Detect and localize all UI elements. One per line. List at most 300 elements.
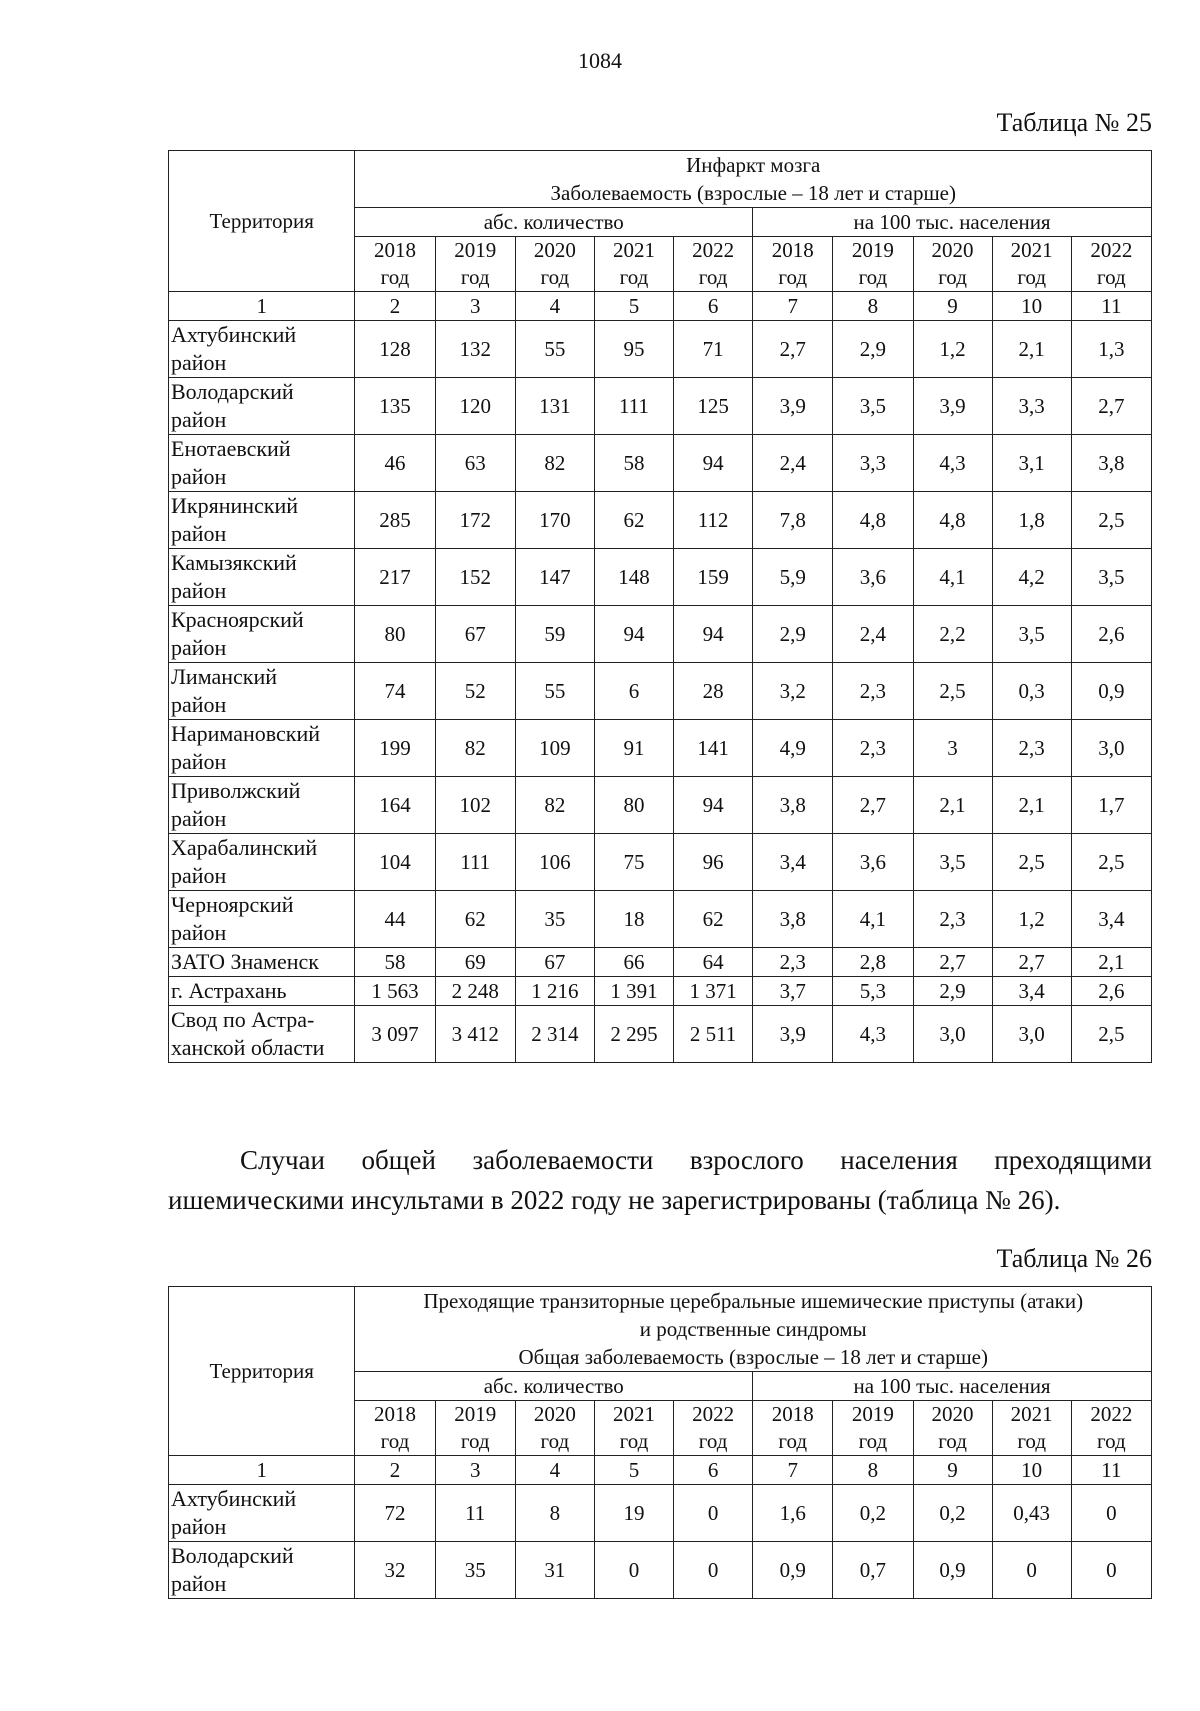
year-header <box>833 1401 913 1456</box>
year-value: 2022 <box>1090 1402 1133 1426</box>
year-value: 2021 <box>1010 1402 1053 1426</box>
value-cell: 104 <box>355 834 435 891</box>
group-header-rate: на 100 тыс. населения <box>753 1372 1152 1401</box>
value-cell: 2,3 <box>753 948 833 977</box>
value-cell: 2,2 <box>913 606 992 663</box>
territory-name-line: ЗАТО Знаменск <box>171 949 319 974</box>
territory-cell <box>169 777 355 834</box>
year-value: 2022 <box>692 1402 735 1426</box>
value-cell: 19 <box>594 1485 673 1542</box>
territory-cell <box>169 891 355 948</box>
table-row <box>169 663 1152 720</box>
value-cell: 0 <box>992 1542 1071 1599</box>
value-cell: 3,9 <box>753 378 833 435</box>
value-cell: 2 511 <box>674 1006 753 1063</box>
value-cell: 3,7 <box>753 977 833 1006</box>
value-cell: 2,3 <box>913 891 992 948</box>
value-cell: 75 <box>594 834 673 891</box>
value-cell: 4,1 <box>913 549 992 606</box>
column-number: 1 <box>169 292 355 321</box>
value-cell: 172 <box>435 492 515 549</box>
value-cell: 2,8 <box>833 948 913 977</box>
main-header-line: Преходящие транзиторные церебральные ишемические приступы (атаки) <box>423 1289 1084 1313</box>
territory-name-line: район <box>171 920 227 945</box>
year-suffix: год <box>1097 1429 1126 1453</box>
column-number: 5 <box>594 292 673 321</box>
territory-cell <box>169 663 355 720</box>
value-cell: 0,9 <box>913 1542 992 1599</box>
year-value: 2021 <box>612 1402 655 1426</box>
value-cell: 4,9 <box>753 720 833 777</box>
value-cell: 0,9 <box>753 1542 833 1599</box>
year-suffix: год <box>938 265 967 289</box>
column-number: 3 <box>435 1456 515 1485</box>
table-row <box>169 720 1152 777</box>
value-cell: 2,1 <box>913 777 992 834</box>
column-number: 7 <box>753 292 833 321</box>
territory-name-line: Черноярский <box>171 892 294 917</box>
value-cell: 1 391 <box>594 977 673 1006</box>
value-cell: 3,0 <box>992 1006 1071 1063</box>
value-cell: 131 <box>515 378 594 435</box>
value-cell: 35 <box>435 1542 515 1599</box>
year-header <box>594 1401 673 1456</box>
value-cell: 2,6 <box>1071 606 1151 663</box>
column-number: 10 <box>992 292 1071 321</box>
value-cell: 5,3 <box>833 977 913 1006</box>
territory-name-line: район <box>171 635 227 660</box>
territory-cell <box>169 948 355 977</box>
value-cell: 55 <box>515 663 594 720</box>
table-row <box>169 435 1152 492</box>
value-cell: 0,3 <box>992 663 1071 720</box>
value-cell: 2,5 <box>992 834 1071 891</box>
column-number: 11 <box>1071 1456 1151 1485</box>
group-header-abs: абс. количество <box>355 1372 753 1401</box>
value-cell: 3,4 <box>1071 891 1151 948</box>
year-header <box>1071 1401 1151 1456</box>
value-cell: 2,1 <box>1071 948 1151 977</box>
column-number: 11 <box>1071 292 1151 321</box>
table-row <box>169 891 1152 948</box>
value-cell: 1,8 <box>992 492 1071 549</box>
year-header <box>753 1401 833 1456</box>
year-header <box>913 1401 992 1456</box>
territory-name-line: район <box>171 806 227 831</box>
value-cell: 3 412 <box>435 1006 515 1063</box>
value-cell: 4,1 <box>833 891 913 948</box>
year-header <box>355 237 435 292</box>
main-header-line: Общая заболеваемость (взрослые – 18 лет и старше) <box>518 1345 988 1369</box>
table-row <box>169 321 1152 378</box>
value-cell: 3,5 <box>992 606 1071 663</box>
main-header-line: Заболеваемость (взрослые – 18 лет и старше) <box>550 181 956 205</box>
value-cell: 94 <box>594 606 673 663</box>
territory-name-line: район <box>171 407 227 432</box>
value-cell: 72 <box>355 1485 435 1542</box>
year-header <box>515 1401 594 1456</box>
value-cell: 62 <box>435 891 515 948</box>
value-cell: 109 <box>515 720 594 777</box>
table-caption: Таблица № 26 <box>996 1244 1152 1273</box>
value-cell: 1 371 <box>674 977 753 1006</box>
value-cell: 35 <box>515 891 594 948</box>
value-cell: 6 <box>594 663 673 720</box>
group-header-abs: абс. количество <box>355 208 753 237</box>
value-cell: 3,4 <box>992 977 1071 1006</box>
year-header <box>435 1401 515 1456</box>
value-cell: 141 <box>674 720 753 777</box>
value-cell: 66 <box>594 948 673 977</box>
value-cell: 0,9 <box>1071 663 1151 720</box>
year-suffix: год <box>698 265 728 289</box>
column-number: 2 <box>355 1456 435 1485</box>
year-header <box>992 237 1071 292</box>
column-number: 9 <box>913 292 992 321</box>
value-cell: 55 <box>515 321 594 378</box>
value-cell: 3,6 <box>833 549 913 606</box>
year-suffix: год <box>778 265 808 289</box>
value-cell: 164 <box>355 777 435 834</box>
year-value: 2018 <box>374 1402 417 1426</box>
territory-cell <box>169 1485 355 1542</box>
value-cell: 0 <box>1071 1542 1151 1599</box>
value-cell: 170 <box>515 492 594 549</box>
value-cell: 2,5 <box>913 663 992 720</box>
value-cell: 112 <box>674 492 753 549</box>
year-value: 2019 <box>851 1402 894 1426</box>
territory-cell <box>169 435 355 492</box>
value-cell: 2,4 <box>833 606 913 663</box>
page-number: 1084 <box>578 48 622 73</box>
territory-cell <box>169 378 355 435</box>
value-cell: 2,1 <box>992 321 1071 378</box>
value-cell: 1,7 <box>1071 777 1151 834</box>
territory-name-line: Володарский <box>171 1543 294 1568</box>
value-cell: 18 <box>594 891 673 948</box>
value-cell: 3,0 <box>913 1006 992 1063</box>
column-number: 2 <box>355 292 435 321</box>
value-cell: 94 <box>674 435 753 492</box>
data-table <box>168 150 1152 1063</box>
value-cell: 74 <box>355 663 435 720</box>
year-header <box>1071 237 1151 292</box>
value-cell: 3,3 <box>992 378 1071 435</box>
value-cell: 31 <box>515 1542 594 1599</box>
column-number: 4 <box>515 292 594 321</box>
value-cell: 148 <box>594 549 673 606</box>
value-cell: 2,3 <box>992 720 1071 777</box>
year-value: 2021 <box>1010 238 1053 262</box>
year-suffix: год <box>619 265 649 289</box>
table-row <box>169 948 1152 977</box>
territory-name-line: район <box>171 1514 227 1539</box>
territory-name-line: Ахтубинский <box>171 1486 297 1511</box>
territory-cell <box>169 720 355 777</box>
value-cell: 2,7 <box>1071 378 1151 435</box>
value-cell: 2,5 <box>1071 1006 1151 1063</box>
year-value: 2019 <box>454 238 497 262</box>
year-value: 2019 <box>851 238 894 262</box>
year-value: 2018 <box>374 238 417 262</box>
year-suffix: год <box>1017 265 1046 289</box>
value-cell: 0 <box>594 1542 673 1599</box>
table-row <box>169 834 1152 891</box>
value-cell: 63 <box>435 435 515 492</box>
table-row <box>169 492 1152 549</box>
value-cell: 2,3 <box>833 720 913 777</box>
value-cell: 0 <box>674 1542 753 1599</box>
territory-cell <box>169 977 355 1006</box>
value-cell: 1 216 <box>515 977 594 1006</box>
value-cell: 62 <box>594 492 673 549</box>
body-paragraph: Случаи общей заболеваемости взрослого населения преходящими ишемическими инсультами в 2022 году не зарегистрированы (таблица № 26). <box>168 1145 1152 1215</box>
value-cell: 0,2 <box>833 1485 913 1542</box>
territory-name-line: район <box>171 521 227 546</box>
year-suffix: год <box>858 265 888 289</box>
year-suffix: год <box>540 1429 570 1453</box>
column-number: 1 <box>169 1456 355 1485</box>
territory-name-line: район <box>171 692 227 717</box>
year-header <box>674 1401 753 1456</box>
value-cell: 4,8 <box>913 492 992 549</box>
territory-name-line: район <box>171 1571 227 1596</box>
year-suffix: год <box>380 1429 410 1453</box>
column-number: 6 <box>674 292 753 321</box>
data-table <box>168 1286 1152 1599</box>
territory-name-line: Камызякский <box>171 550 297 575</box>
value-cell: 52 <box>435 663 515 720</box>
year-suffix: год <box>540 265 570 289</box>
territory-name-line: Наримановский <box>171 721 320 746</box>
territory-cell <box>169 549 355 606</box>
value-cell: 125 <box>674 378 753 435</box>
value-cell: 152 <box>435 549 515 606</box>
territory-cell <box>169 1542 355 1599</box>
value-cell: 2,9 <box>753 606 833 663</box>
value-cell: 80 <box>594 777 673 834</box>
year-suffix: год <box>619 1429 649 1453</box>
value-cell: 106 <box>515 834 594 891</box>
territory-name-line: Володарский <box>171 379 294 404</box>
table-caption: Таблица № 25 <box>996 108 1152 137</box>
value-cell: 3,9 <box>753 1006 833 1063</box>
value-cell: 2,6 <box>1071 977 1151 1006</box>
year-header <box>515 237 594 292</box>
table-row <box>169 1006 1152 1063</box>
value-cell: 71 <box>674 321 753 378</box>
value-cell: 2,3 <box>833 663 913 720</box>
territory-name-line: район <box>171 578 227 603</box>
value-cell: 3,8 <box>753 891 833 948</box>
value-cell: 2,7 <box>992 948 1071 977</box>
year-value: 2019 <box>454 1402 497 1426</box>
year-value: 2020 <box>931 238 974 262</box>
territory-cell <box>169 492 355 549</box>
year-value: 2022 <box>1090 238 1133 262</box>
year-value: 2021 <box>612 238 655 262</box>
year-suffix: год <box>380 265 410 289</box>
year-suffix: год <box>858 1429 888 1453</box>
value-cell: 3,0 <box>1071 720 1151 777</box>
value-cell: 4,2 <box>992 549 1071 606</box>
value-cell: 147 <box>515 549 594 606</box>
territory-name-line: г. Астрахань <box>171 978 287 1003</box>
value-cell: 285 <box>355 492 435 549</box>
table-row <box>169 378 1152 435</box>
value-cell: 91 <box>594 720 673 777</box>
table-row <box>169 977 1152 1006</box>
value-cell: 2,9 <box>833 321 913 378</box>
year-header <box>992 1401 1071 1456</box>
value-cell: 2 314 <box>515 1006 594 1063</box>
territory-name-line: район <box>171 749 227 774</box>
territory-cell <box>169 321 355 378</box>
main-header <box>355 1287 1152 1372</box>
value-cell: 28 <box>674 663 753 720</box>
table-row <box>169 549 1152 606</box>
column-number: 7 <box>753 1456 833 1485</box>
year-value: 2020 <box>931 1402 974 1426</box>
column-number: 10 <box>992 1456 1071 1485</box>
territory-cell <box>169 606 355 663</box>
value-cell: 32 <box>355 1542 435 1599</box>
value-cell: 1,6 <box>753 1485 833 1542</box>
territory-header: Территория <box>169 1287 355 1456</box>
value-cell: 3,8 <box>753 777 833 834</box>
main-header-line: Инфаркт мозга <box>686 153 821 177</box>
territory-name-line: район <box>171 464 227 489</box>
value-cell: 3,5 <box>913 834 992 891</box>
value-cell: 67 <box>515 948 594 977</box>
territory-header: Территория <box>169 151 355 292</box>
value-cell: 2,5 <box>1071 834 1151 891</box>
value-cell: 3 <box>913 720 992 777</box>
value-cell: 94 <box>674 777 753 834</box>
value-cell: 3,6 <box>833 834 913 891</box>
value-cell: 3,5 <box>833 378 913 435</box>
value-cell: 5,9 <box>753 549 833 606</box>
value-cell: 59 <box>515 606 594 663</box>
value-cell: 2 248 <box>435 977 515 1006</box>
value-cell: 102 <box>435 777 515 834</box>
value-cell: 2,7 <box>833 777 913 834</box>
value-cell: 0,7 <box>833 1542 913 1599</box>
value-cell: 1,2 <box>992 891 1071 948</box>
value-cell: 4,3 <box>913 435 992 492</box>
value-cell: 1,3 <box>1071 321 1151 378</box>
value-cell: 82 <box>515 777 594 834</box>
column-number: 8 <box>833 1456 913 1485</box>
territory-name-line: район <box>171 863 227 888</box>
value-cell: 120 <box>435 378 515 435</box>
value-cell: 46 <box>355 435 435 492</box>
value-cell: 80 <box>355 606 435 663</box>
value-cell: 96 <box>674 834 753 891</box>
value-cell: 3,4 <box>753 834 833 891</box>
year-suffix: год <box>778 1429 808 1453</box>
value-cell: 58 <box>594 435 673 492</box>
value-cell: 58 <box>355 948 435 977</box>
value-cell: 3,1 <box>992 435 1071 492</box>
value-cell: 2,7 <box>913 948 992 977</box>
value-cell: 2,5 <box>1071 492 1151 549</box>
value-cell: 94 <box>674 606 753 663</box>
value-cell: 64 <box>674 948 753 977</box>
table-row <box>169 606 1152 663</box>
value-cell: 0,43 <box>992 1485 1071 1542</box>
year-header <box>674 237 753 292</box>
territory-name-line: Красноярский <box>171 607 304 632</box>
value-cell: 1 563 <box>355 977 435 1006</box>
value-cell: 2,7 <box>753 321 833 378</box>
value-cell: 132 <box>435 321 515 378</box>
value-cell: 3 097 <box>355 1006 435 1063</box>
table-row <box>169 777 1152 834</box>
value-cell: 2 295 <box>594 1006 673 1063</box>
territory-name-line: Енотаевский <box>171 436 291 461</box>
value-cell: 3,3 <box>833 435 913 492</box>
territory-name-line: Харабалинский <box>171 835 318 860</box>
value-cell: 0 <box>1071 1485 1151 1542</box>
value-cell: 159 <box>674 549 753 606</box>
main-header <box>355 151 1152 208</box>
value-cell: 1,2 <box>913 321 992 378</box>
territory-cell <box>169 834 355 891</box>
year-suffix: год <box>698 1429 728 1453</box>
value-cell: 11 <box>435 1485 515 1542</box>
column-number: 4 <box>515 1456 594 1485</box>
main-header-line: и родственные синдромы <box>639 1317 867 1341</box>
territory-name-line: Приволжский <box>171 778 301 803</box>
year-suffix: год <box>1097 265 1126 289</box>
territory-name-line: Ахтубинский <box>171 322 297 347</box>
column-number: 5 <box>594 1456 673 1485</box>
value-cell: 0 <box>674 1485 753 1542</box>
year-header <box>833 237 913 292</box>
value-cell: 2,4 <box>753 435 833 492</box>
year-header <box>435 237 515 292</box>
table-row <box>169 1542 1152 1599</box>
value-cell: 3,9 <box>913 378 992 435</box>
value-cell: 8 <box>515 1485 594 1542</box>
group-header-rate: на 100 тыс. населения <box>753 208 1152 237</box>
value-cell: 7,8 <box>753 492 833 549</box>
column-number: 8 <box>833 292 913 321</box>
value-cell: 2,1 <box>992 777 1071 834</box>
year-header <box>355 1401 435 1456</box>
value-cell: 3,8 <box>1071 435 1151 492</box>
value-cell: 217 <box>355 549 435 606</box>
column-number: 6 <box>674 1456 753 1485</box>
table-row <box>169 1485 1152 1542</box>
value-cell: 3,5 <box>1071 549 1151 606</box>
value-cell: 95 <box>594 321 673 378</box>
year-suffix: год <box>460 265 490 289</box>
territory-name-line: район <box>171 350 227 375</box>
value-cell: 135 <box>355 378 435 435</box>
value-cell: 82 <box>435 720 515 777</box>
year-suffix: год <box>1017 1429 1046 1453</box>
value-cell: 4,3 <box>833 1006 913 1063</box>
territory-name-line: ханской области <box>171 1035 325 1060</box>
value-cell: 4,8 <box>833 492 913 549</box>
value-cell: 44 <box>355 891 435 948</box>
territory-name-line: Икрянинский <box>171 493 299 518</box>
value-cell: 111 <box>594 378 673 435</box>
value-cell: 82 <box>515 435 594 492</box>
year-value: 2018 <box>771 1402 814 1426</box>
